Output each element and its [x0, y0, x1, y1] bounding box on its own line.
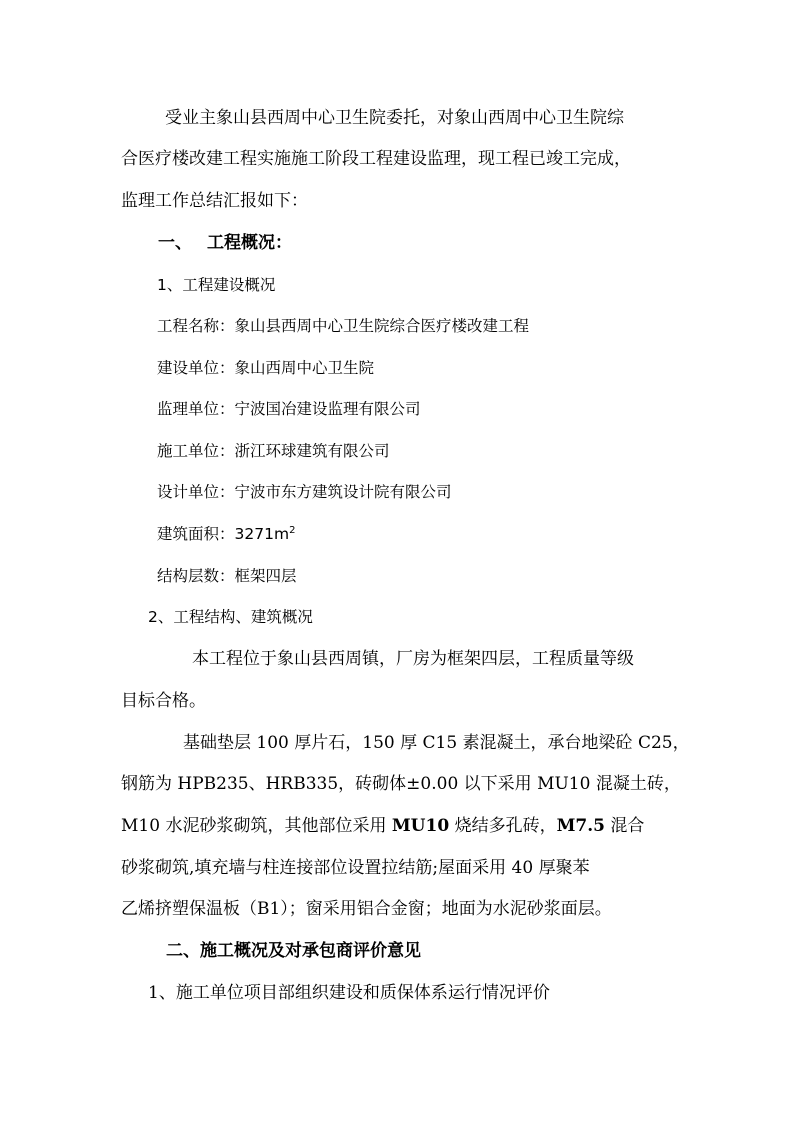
info-row-supervisor	[157, 397, 421, 421]
info-value-superscript: 2	[289, 524, 296, 536]
info-row-owner	[157, 356, 374, 380]
info-row-area	[157, 522, 295, 546]
intro-line-3: 监理工作总结汇报如下：	[121, 191, 308, 211]
info-value: 宁波市东方建筑设计院有限公司	[234, 483, 452, 501]
para2-line-5: 乙烯挤塑保温板（B1）；窗采用铝合金窗；地面为水泥砂浆面层。	[121, 899, 612, 919]
para1-line-1: 本工程位于象山县西周镇，厂房为框架四层，工程质量等级	[192, 649, 634, 669]
intro-line-2: 合医疗楼改建工程实施施工阶段工程建设监理，现工程已竣工完成，	[121, 149, 631, 169]
info-label: 建筑面积：	[157, 525, 235, 543]
section1-heading: 工程概况：	[207, 233, 292, 253]
info-value: 象山西周中心卫生院	[234, 359, 375, 377]
info-label: 监理单位：	[157, 400, 235, 418]
info-label: 设计单位：	[157, 483, 235, 501]
info-label: 建设单位：	[157, 359, 235, 377]
para2-line-2: 钢筋为 HPB235、HRB335，砖砌体±0.00 以下采用 MU10 混凝土砖，	[121, 774, 681, 794]
para2-text: 烧结多孔砖，	[449, 816, 557, 836]
para2-bold-text: MU10	[391, 816, 450, 836]
info-row-contractor	[157, 439, 390, 463]
para2-bold-text: M7.5	[556, 816, 605, 836]
info-label: 施工单位：	[157, 442, 235, 460]
intro-line-1: 受业主象山县西周中心卫生院委托，对象山西周中心卫生院综	[165, 108, 624, 128]
section1-subheading-2: 2、工程结构、建筑概况	[148, 608, 313, 626]
info-row-project-name	[157, 314, 529, 338]
para2-text: 混合	[604, 816, 645, 836]
info-value: 框架四层	[234, 567, 297, 585]
info-value: 宁波国冶建设监理有限公司	[234, 400, 421, 418]
info-row-designer	[157, 480, 452, 504]
para2-text: M10 水泥砂浆砌筑，其他部位采用	[121, 816, 392, 836]
info-value: 3271m	[234, 525, 290, 543]
info-label: 工程名称：	[157, 317, 235, 335]
info-label: 结构层数：	[157, 567, 235, 585]
section2-heading: 二、施工概况及对承包商评价意见	[166, 941, 421, 961]
section2-subheading-1: 1、施工单位项目部组织建设和质保体系运行情况评价	[148, 983, 550, 1003]
info-value: 浙江环球建筑有限公司	[234, 442, 390, 460]
para2-line-4: 砂浆砌筑,填充墙与柱连接部位设置拉结筋;屋面采用 40 厚聚苯	[121, 858, 590, 878]
info-value: 象山县西周中心卫生院综合医疗楼改建工程	[234, 317, 530, 335]
section1-subheading-1: 1、工程建设概况	[157, 276, 276, 294]
section1-number: 一、	[158, 233, 192, 253]
para1-line-2: 目标合格。	[121, 691, 206, 711]
info-row-structure	[157, 564, 297, 588]
para2-line-3	[121, 814, 644, 838]
para2-line-1: 基础垫层 100 厚片石，150 厚 C15 素混凝土，承台地梁砼 C25，	[183, 733, 690, 753]
